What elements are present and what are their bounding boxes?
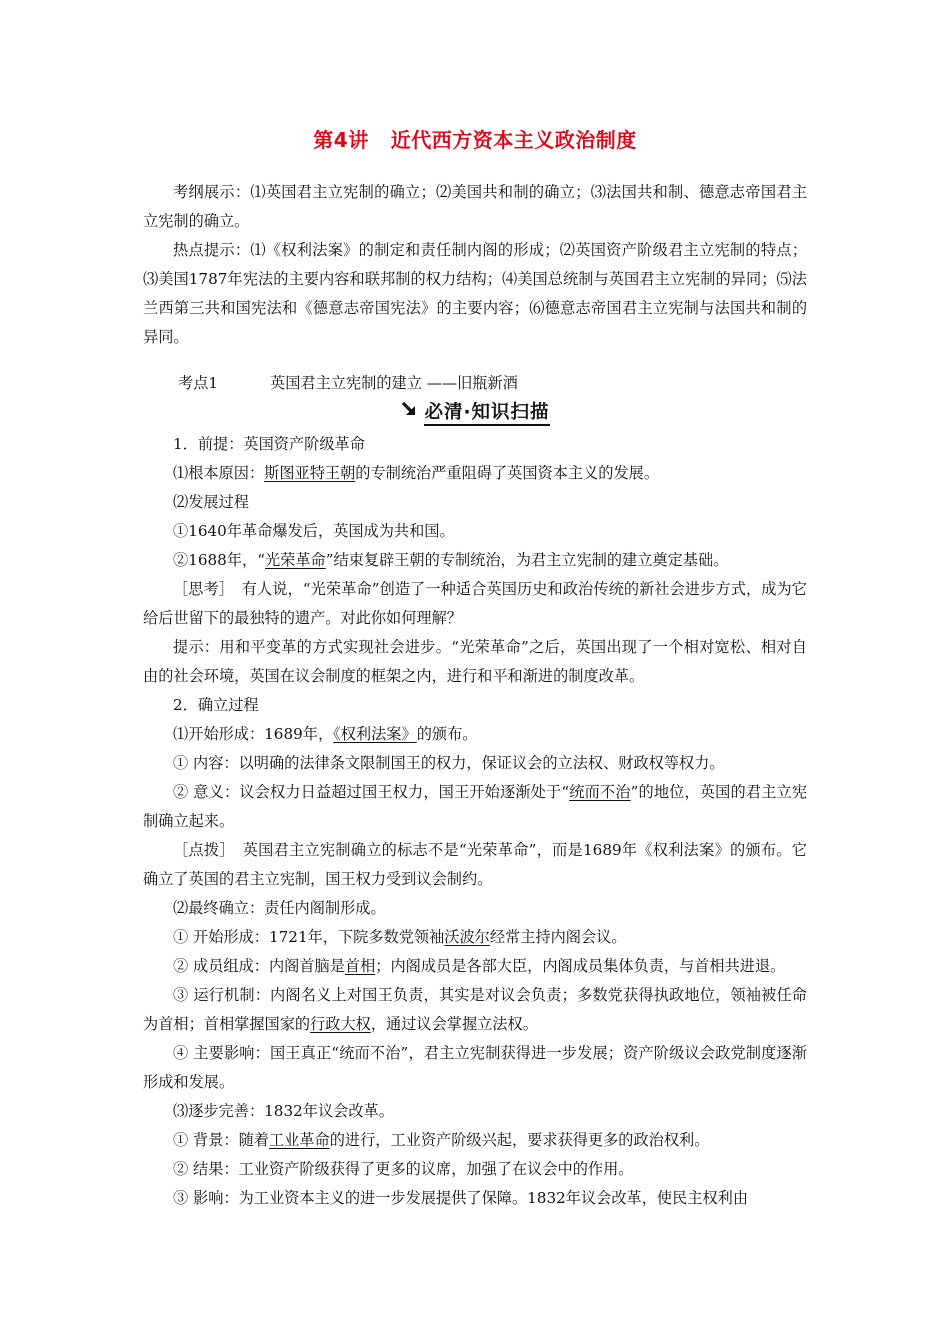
hint-note: 提示：用和平变革的方式实现社会进步。“光荣革命”之后，英国出现了一个相对宽松、相对自由的社会环境，英国在议会制度的框架之内，进行和平和渐进的制度改革。	[143, 638, 807, 685]
page-title	[0, 124, 950, 153]
lecture-number: 第4讲	[313, 128, 369, 152]
section-heading	[178, 372, 518, 394]
banner-text: 必清·知识扫描	[424, 402, 549, 426]
blank-answer: 光荣革命	[264, 551, 326, 569]
list-item: ④ 主要影响：国王真正“统而不治”，君主立宪制获得进一步发展；资产阶级议会政党制度逐渐形成和发展。	[143, 1044, 807, 1091]
root-cause-line: ⑴根本原因：斯图亚特王朝的专制统治严重阻碍了英国资本主义的发展。	[173, 464, 659, 482]
blank-answer: 首相	[344, 957, 376, 975]
blank-answer: 斯图亚特王朝	[264, 464, 356, 482]
list-item: ⑶逐步完善：1832年议会改革。	[173, 1102, 394, 1120]
lecture-name: 近代西方资本主义政治制度	[390, 128, 637, 152]
list-item: ②1688年，“光荣革命”结束复辟王朝的专制统治，为君主立宪制的建立奠定基础。	[173, 551, 729, 569]
section-title: 英国君主立宪制的建立 ——旧瓶新酒	[270, 374, 518, 392]
tip-note: ［点拨］ 英国君主立宪制确立的标志不是“光荣革命”，而是1689年《权利法案》的颁布。它确立了英国的君主立宪制，国王权力受到议会制约。	[143, 841, 807, 888]
list-item: ② 成员组成：内阁首脑是首相；内阁成员是各部大臣，内阁成员集体负责，与首相共进退。	[173, 957, 786, 975]
hotspot-paragraph: 热点提示：⑴《权利法案》的制定和责任制内阁的形成；⑵英国资产阶级君主立宪制的特点；⑶美国1787年宪法的主要内容和联邦制的权力结构；⑷美国总统制与英国君主立宪制的异同；⑸法兰西第三共和国宪法和《德意志帝国宪法》的主要内容；⑹德意志帝国君主立宪制与法国共和制的异同。	[143, 241, 807, 346]
content-block	[143, 430, 807, 1213]
list-item: ① 背景：随着工业革命的进行，工业资产阶级兴起，要求获得更多的政治权利。	[173, 1131, 710, 1149]
list-item: ⑴开始形成：1689年，《权利法案》的颁布。	[173, 725, 478, 743]
blank-answer: 工业革命	[268, 1131, 330, 1149]
list-item: ① 开始形成：1721年，下院多数党领袖沃波尔经常主持内阁会议。	[173, 928, 627, 946]
list-item: ③ 运行机制：内阁名义上对国王负责，其实是对议会负责；多数党获得执政地位，领袖被任命为首相；首相掌握国家的行政大权，通过议会掌握立法权。	[143, 986, 807, 1033]
list-item: ①1640年革命爆发后，英国成为共和国。	[173, 522, 455, 540]
blank-answer: 沃波尔	[444, 928, 490, 946]
blank-answer: 《权利法案》	[333, 725, 417, 743]
premise-heading: 1．前提：英国资产阶级革命	[173, 435, 365, 453]
think-note: ［思考］ 有人说，“光荣革命”创造了一种适合英国历史和政治传统的新社会进步方式，成为它给后世留下的最独特的遗产。对此你如何理解？	[143, 580, 807, 627]
syllabus-paragraph: 考纲展示：⑴英国君主立宪制的确立；⑵美国共和制的确立；⑶法国共和制、德意志帝国君主立宪制的确立。	[143, 183, 807, 230]
list-item: ① 内容：以明确的法律条文限制国王的权力，保证议会的立法权、财政权等权力。	[173, 754, 725, 772]
diagonal-arrow-icon	[400, 398, 418, 428]
list-item: ② 意义：议会权力日益超过国王权力，国王开始逐渐处于“统而不治”的地位，英国的君主立宪制确立起来。	[143, 783, 808, 830]
knowledge-scan-banner	[0, 398, 950, 428]
list-item: ② 结果：工业资产阶级获得了更多的议席，加强了在议会中的作用。	[173, 1160, 634, 1178]
establish-heading: 2．确立过程	[173, 696, 259, 714]
list-item: ⑵最终确立：责任内阁制形成。	[173, 899, 386, 917]
section-label: 考点1	[178, 374, 219, 392]
process-heading: ⑵发展过程	[173, 493, 249, 511]
blank-answer: 统而不治	[569, 783, 631, 801]
intro-block	[143, 178, 807, 352]
blank-answer: 行政大权	[310, 1015, 371, 1033]
list-item: ③ 影响：为工业资本主义的进一步发展提供了保障。1832年议会改革，使民主权利由	[173, 1189, 749, 1207]
